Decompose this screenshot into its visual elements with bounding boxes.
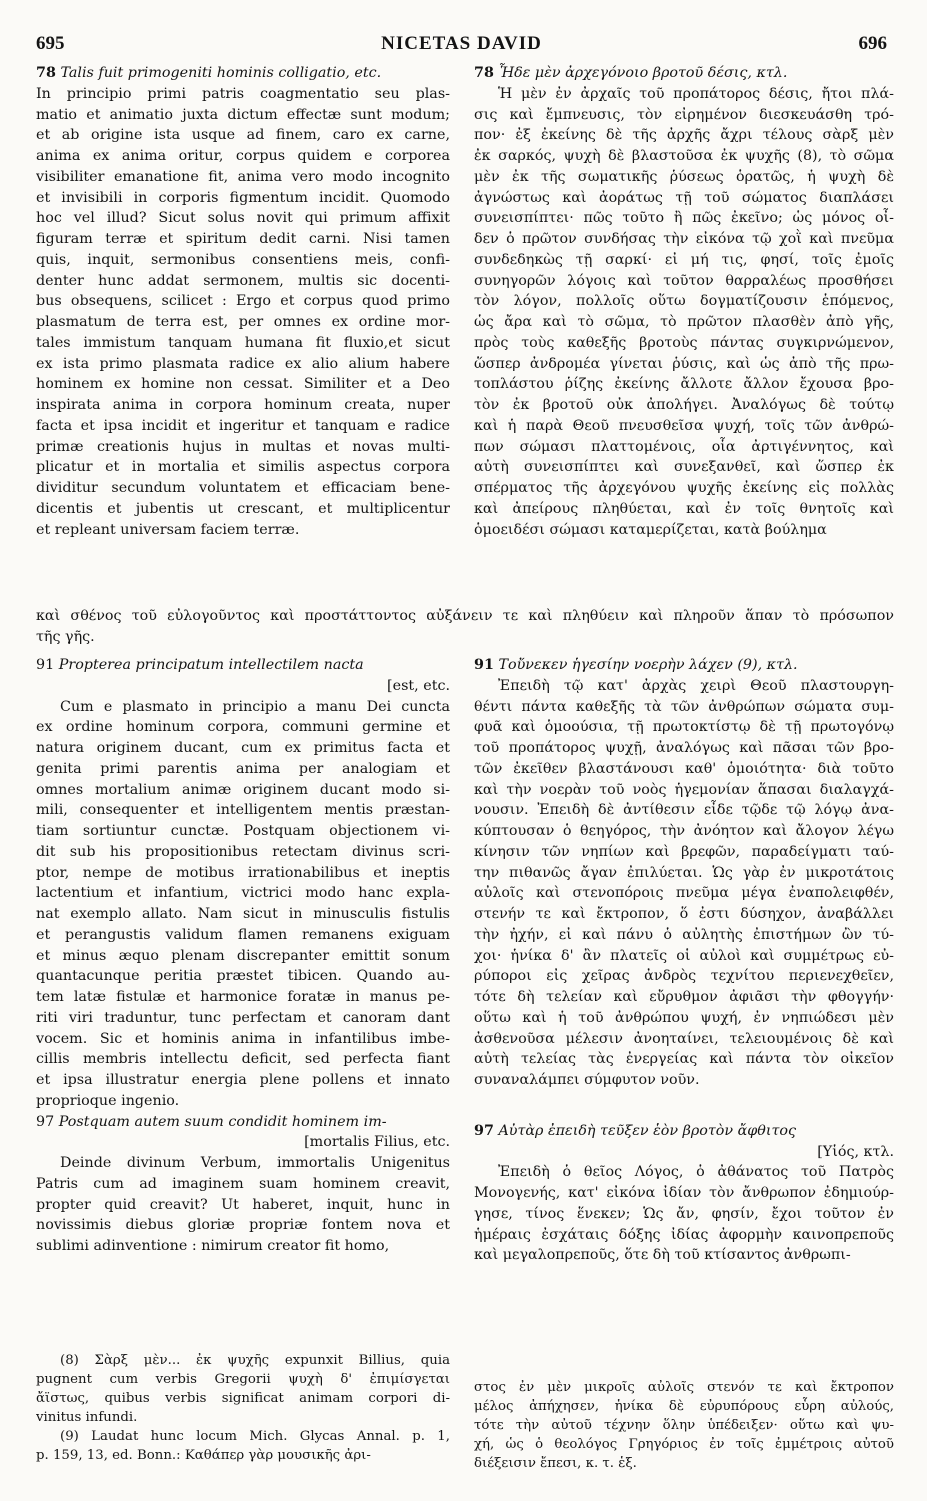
text-line: novissimis diebus gloriæ propriæ fontem nova et bbox=[36, 1217, 450, 1234]
text-line: κίνησιν τῶν νηπίων καὶ βρεφῶν, παραδείγματι ταύ- bbox=[474, 843, 894, 860]
section-heading: 78 Talis fuit primogeniti hominis colligatio, etc. bbox=[36, 65, 382, 81]
text-line: καὶ μεγαλοπρεποῦς, ὅτε δὴ τοῦ κτίσαντος ἀνθρωπι- bbox=[474, 1247, 851, 1264]
text-line: τὴν ἠχήν, εἰ καὶ πάνυ ὁ αὐλητὴς ἐπιστήμων ὢν τύ- bbox=[474, 926, 894, 943]
greek-sections-91-97 bbox=[474, 655, 894, 1266]
text-line: genita primi parentis anima per analogiam et bbox=[36, 760, 450, 777]
text-line: συνδεδηκὼς τῇ σαρκί· εἰ μή τις, φησί, τοῖς ἐμοῖς bbox=[474, 251, 894, 268]
text-line: κύπτουσαν ὁ θεηγόρος, τὴν ἀνόητον καὶ ἄλογον λέγω bbox=[474, 823, 894, 839]
text-line: τῶν ἐκεῖθεν βλαστάνουσι καθ' ὁμοιότητα· διὰ τοῦτο bbox=[474, 760, 894, 777]
text-line: διέξεισιν ἔπεσι, κ. τ. ἑξ. bbox=[474, 1456, 637, 1471]
text-line: vocem. Sic et hominis anima in infantilibus imbe- bbox=[36, 1030, 450, 1047]
text-line: ex ista primo plasmata radice ex alio alium habere bbox=[36, 355, 450, 372]
greek-91-text bbox=[474, 676, 894, 1091]
text-line: στος ἐν μὲν μικροῖς αὐλοῖς στενόν τε καὶ ἔκτροπον bbox=[474, 1380, 894, 1395]
text-line: bus obsequens, scilicet : Ergo et corpus quod primo bbox=[36, 293, 450, 310]
text-line: p. 159, 13, ed. Bonn.: Καθάπερ γὰρ μουσικῆς ἀρι- bbox=[36, 1448, 371, 1463]
text-line: plicatur et in mortalia et similis aspectus corpora bbox=[36, 459, 450, 476]
text-line: καὶ τὴν νοερὰν τοῦ νοὸς ἡγεμονίαν ἅπασαι διαλαγχά- bbox=[474, 781, 894, 798]
text-line: sublimi adinventione : nimirum creator fit homo, bbox=[36, 1238, 390, 1254]
text-line: visibiliter emanatione fit, anima vero modo incognito bbox=[36, 168, 450, 185]
text-line: τότε τὴν αὐτοῦ τέχνην ὅλην ὑπέδειξεν· οὕτω καὶ ψυ- bbox=[474, 1418, 894, 1433]
right-page-number: 696 bbox=[858, 33, 887, 54]
text-line: συνηγορῶν λόγοις καὶ τοῦτον θαρραλέως προσθήσει bbox=[474, 272, 894, 289]
section-heading: 78 Ἧδε μὲν ἀρχεγόνοιο βροτοῦ δέσις, κτλ. bbox=[474, 65, 788, 81]
text-line: tem latæ fistulæ et harmonice foratæ in manus pe- bbox=[36, 989, 450, 1005]
text-line: Ἡ μὲν ἐν ἀρχαῖς τοῦ προπάτορος δέσις, ἤτοι πλά- bbox=[498, 85, 894, 102]
text-line: Ἐπειδὴ ὁ θεῖος Λόγος, ὁ ἀθάνατος τοῦ Πατρὸς bbox=[498, 1164, 894, 1181]
text-line: quantacunque peritia præstet tibicen. Quando au- bbox=[36, 968, 450, 985]
text-line: pugnent cum verbis Gregorii ψυχὴ δ' ἐπιμίσγεται bbox=[36, 1372, 450, 1387]
text-line: Deinde divinum Verbum, immortalis Unigenitus bbox=[60, 1155, 450, 1171]
text-line: ὥσπερ ἀνδρομέα γίνεται ῥύσις, καὶ ὡς ἀπὸ τῆς πρω- bbox=[474, 355, 894, 372]
text-line: συνεισπίπτει· πῶς τοῦτο ἢ πῶς ἐκεῖνο; ὡς μόνος οἶ- bbox=[474, 210, 894, 227]
text-line: plasmatum de terra est, per omnes ex ordine mor- bbox=[36, 314, 450, 330]
text-line: hominem ex homine non cessat. Similiter et a Deo bbox=[36, 376, 450, 393]
greek-97-text bbox=[474, 1162, 894, 1266]
text-line: cillis membris intellectu deficit, sed perfecta fiant bbox=[36, 1051, 450, 1068]
text-line: ρύποροι εἰς χεῖρας ἀνδρὸς τεχνίτου περιενεχθεῖεν, bbox=[474, 968, 894, 985]
greek-78-text bbox=[474, 84, 894, 541]
text-line: αὐλοῖς καὶ στενοπόροις πνεῦμα μέγα ἐναπολειφθέν, bbox=[474, 885, 894, 902]
text-line: τοπλάστου ῥίζης ἐκείνης ἄλλοτε ἄλλον ἔχουσα βρο- bbox=[474, 376, 894, 393]
text-line: στενήν τε καὶ ἔκτροπον, ὅ ἐστι δύσηχον, ἀναβάλλει bbox=[474, 906, 894, 922]
text-line: πων σώμασι πλαττομένοις, οἷα ἀρτιγέννητος, καὶ bbox=[474, 438, 894, 455]
text-line: figuram terræ et spiritum dedit carni. Nisi tamen bbox=[36, 231, 450, 247]
text-line: νουσιν. Ἐπειδὴ δὲ ἀντίθεσιν εἶδε τῷδε τῷ λόγῳ ἀνα- bbox=[474, 802, 894, 819]
text-line: αὐτὴ συνεισπίπτει καὶ συνεξανθεῖ, καὶ ὥσπερ ἐκ bbox=[474, 459, 894, 476]
text-line: αὐτὴ τελείας τὰς ἐνεργείας καὶ πάντα τὸν οἰκεῖον bbox=[474, 1051, 894, 1068]
latin-sections-91-97 bbox=[36, 655, 450, 1257]
text-line: In principio primi patris coagmentatio seu plas- bbox=[36, 85, 450, 102]
text-line: hoc vel illud? Sicut solus novit qui primum affixit bbox=[36, 210, 450, 227]
running-header bbox=[36, 32, 887, 56]
text-line: πον· ἐξ ἐκείνης δὲ τῆς ἀρχῆς ἄχρι τέλους σὰρξ μὲν bbox=[474, 127, 894, 144]
text-line: dit sub his propositionibus retectam divinus scri- bbox=[36, 843, 450, 860]
text-line: riti viri traduntur, tunc perfectam et canoram dant bbox=[36, 1009, 450, 1026]
running-title: NICETAS DAVID bbox=[381, 33, 542, 54]
text-line: ὁμοειδέσι σώμασι καταμερίζεται, κατὰ βούλημα bbox=[474, 521, 827, 538]
latin-78-text bbox=[36, 84, 450, 541]
text-line: anima ex anima oritur, corpus quidem e corporea bbox=[36, 148, 450, 164]
text-line: ἡμέραις ἐσχάταις δόξης ἰδίας ἀφορμὴν καινοπρεποῦς bbox=[474, 1226, 894, 1243]
heading-continuation: [mortalis Filius, etc. bbox=[304, 1134, 450, 1151]
text-line: inspirata anima in corpora hominum creata, nuper bbox=[36, 397, 450, 413]
text-line: natura originem ducant, cum ex primitus facta et bbox=[36, 740, 450, 756]
greek-spanning-text bbox=[36, 606, 894, 648]
footnotes-left bbox=[36, 1351, 450, 1465]
text-line: nat exemplo allato. Nam sicut in minusculis fistulis bbox=[36, 906, 450, 922]
text-line: omnes mortalium animæ originem ducant modo si- bbox=[36, 781, 450, 798]
text-line: mili, consequenter et intelligentem mentis præstan- bbox=[36, 802, 450, 819]
text-line: tiam sortiuntur cunctæ. Postquam objectionem vi- bbox=[36, 823, 450, 839]
section-heading: 91 Τοὔνεκεν ἡγεσίην νοερὴν λάχεν (9), κτλ. bbox=[474, 657, 798, 673]
text-line: vinitus infundi. bbox=[36, 1410, 138, 1425]
latin-91-text bbox=[36, 697, 450, 1112]
text-line: ex ordine hominum corpora, communi germine et bbox=[36, 719, 450, 736]
text-line: ἄϊστως, quibus verbis significat animam corpori di- bbox=[36, 1391, 450, 1406]
text-line: et invisibili in corporis figmentum incidit. Quomodo bbox=[36, 189, 450, 206]
text-line: et ab origine ista usque ad finem, caro ex carne, bbox=[36, 127, 450, 144]
text-line: Μονογενής, κατ' εἰκόνα ἰδίαν τὸν ἄνθρωπον ἐδημιούρ- bbox=[474, 1185, 894, 1201]
section-heading: 91 Propterea principatum intellectilem nacta bbox=[36, 657, 364, 673]
text-line: et perangustis validum flamen remanens exiguam bbox=[36, 926, 450, 943]
text-line: (8) Σὰρξ μὲν... ἐκ ψυχῆς expunxit Billius, quia bbox=[60, 1353, 450, 1368]
latin-section-78 bbox=[36, 63, 450, 540]
text-line: την πιθανῶς ἄγαν ἐπιλύεται. Ὡς γὰρ ἐν μικροτάτοις bbox=[474, 864, 894, 881]
text-line: matio et animatio juxta dictum effectæ sunt modum; bbox=[36, 106, 450, 123]
text-line: primæ creationis hujus in multas et novas multi- bbox=[36, 438, 450, 455]
text-line: μὲν ἐκ τῆς σωματικῆς ῥύσεως ὁρατῶς, ἡ ψυχὴ δὲ bbox=[474, 168, 894, 185]
text-line: τῆς γῆς. bbox=[36, 629, 95, 645]
text-line: ptor, nempe de motibus irrationabilibus et ineptis bbox=[36, 864, 450, 881]
text-line: τοῦ προπάτορος ψυχῇ, ἀναλόγως καὶ πᾶσαι τῶν βρο- bbox=[474, 740, 894, 756]
text-line: et minus æquo plenam discrepanter emittit sonum bbox=[36, 947, 450, 964]
text-line: σπέρματος τῆς ἀρχεγόνου ψυχῆς ἐκείνης εἰς πολλὰς bbox=[474, 480, 894, 496]
text-line: ὡς ἄρα καὶ τὸ σῶμα, τὸ πρῶτον πλασθὲν ἀπὸ γῆς, bbox=[474, 314, 894, 330]
text-line: γησε, τίνος ἕνεκεν; Ὡς ἄν, φησίν, ἔχοι τοῦτον ἐν bbox=[474, 1205, 894, 1222]
text-line: φυᾶ καὶ ὁμοούσια, τῇ πρωτοκτίστῳ δὲ τῇ πρωτογόνῳ bbox=[474, 719, 894, 736]
section-heading: 97 Αὐτὰρ ἐπειδὴ τεῦξεν ἑὸν βροτὸν ἄφθιτος bbox=[474, 1122, 797, 1139]
text-line: μέλος ἀπήχησεν, ἡνίκα δὲ εὐρυπόρους εὗρη αὐλούς, bbox=[474, 1399, 894, 1414]
text-line: τὸν ἐκ βροτοῦ οὐκ ἀπολήγει. Ἀναλόγως δὲ τούτῳ bbox=[474, 397, 894, 413]
text-line: θέντι πάντα καθεξῆς τὰ τῶν ἀνθρώπων σώματα συμ- bbox=[474, 698, 894, 715]
text-line: συναναλάμπει σύμφυτον νοῦν. bbox=[474, 1072, 700, 1088]
text-line: Cum e plasmato in principio a manu Dei cuncta bbox=[60, 698, 450, 715]
text-line: et ipsa illustratur energia plene pollens et innato bbox=[36, 1072, 450, 1088]
text-line: tales immistum tanquam humana fit fluxio,et sicut bbox=[36, 334, 450, 351]
text-line: σις καὶ ἔμπνευσις, τὸν εἰρημένον διεσκευάσθη τρό- bbox=[474, 106, 894, 123]
text-line: denter hunc addat sermonem, multis sic docenti- bbox=[36, 272, 450, 289]
text-line: πρὸς τοὺς καθεξῆς βροτοὺς πάντας συγκιρνώμενον, bbox=[474, 334, 894, 351]
text-line: καὶ ἡ παρὰ Θεοῦ πνευσθεῖσα ψυχή, τοῖς τῶν ἀνθρώ- bbox=[474, 417, 894, 434]
text-line: ἀσθενοῦσα μέλεσιν ἀνοηταίνει, τελειουμένοις δὲ καὶ bbox=[474, 1030, 894, 1047]
text-line: τὸν λόγον, πολλοῖς οὕτω δογματίζουσιν ἑπόμενος, bbox=[474, 293, 894, 310]
text-line: καὶ σθένος τοῦ εὐλογοῦντος καὶ προστάττοντος αὐξάνειν τε καὶ πληθύειν καὶ πληροῦν ἅπαν τὸ πρόσωπον bbox=[36, 608, 894, 624]
latin-97-text bbox=[36, 1153, 450, 1257]
text-line: proprioque ingenio. bbox=[36, 1092, 180, 1109]
section-heading: 97 Postquam autem suum condidit hominem im- bbox=[36, 1113, 387, 1130]
text-line: (9) Laudat hunc locum Mich. Glycas Annal. p. 1, bbox=[60, 1429, 450, 1444]
text-line: καὶ ἀπείρους πληθύεται, καὶ ἐν τοῖς θνητοῖς καὶ bbox=[474, 500, 894, 517]
greek-section-78 bbox=[474, 63, 894, 540]
text-line: quis, inquit, sermonibus consentiens meis, confi- bbox=[36, 251, 450, 268]
text-line: propter quid creavit? Ut haberet, inquit, hunc in bbox=[36, 1196, 450, 1213]
left-page-number: 695 bbox=[36, 33, 65, 54]
text-line: dividitur secundum voluntatem et efficaciam bene- bbox=[36, 480, 450, 496]
text-line: Patris cum ad imaginem suam hominem creavit, bbox=[36, 1175, 450, 1192]
text-line: χοι· ἡνίκα δ' ἂν πλατεῖς οἱ αὐλοὶ καὶ συμμέτρως εὐ- bbox=[474, 947, 894, 964]
heading-continuation: [Υἱός, κτλ. bbox=[817, 1143, 894, 1160]
footnotes-right bbox=[474, 1378, 894, 1473]
heading-continuation: [est, etc. bbox=[387, 677, 450, 694]
text-line: facta et ipsa incidit et ingeritur et tanquam e radice bbox=[36, 417, 450, 434]
text-line: τότε δὴ τελείαν καὶ εὔρυθμον ἀφιᾶσι τὴν φθογγήν· bbox=[474, 989, 894, 1005]
text-line: ἐκ σαρκός, ψυχὴ δὲ βλαστοῦσα ἐκ ψυχῆς (8), τὸ σῶμα bbox=[474, 148, 894, 164]
text-line: lactentium et infantium, victrici modo hanc expla- bbox=[36, 885, 450, 902]
text-line: dicentis et jubentis ut crescant, et multiplicentur bbox=[36, 500, 450, 517]
text-line: χή, ὡς ὁ θεολόγος Γρηγόριος ἐν τοῖς ἐμμέτροις αὐτοῦ bbox=[474, 1437, 894, 1452]
text-line: Ἐπειδὴ τῷ κατ' ἀρχὰς χειρὶ Θεοῦ πλαστουργη- bbox=[498, 677, 894, 694]
text-line: δεν ὁ πρῶτον συνδήσας τὴν εἰκόνα τῷ χοῒ καὶ πνεῦμα bbox=[474, 231, 894, 247]
text-line: et repleant universam faciem terræ. bbox=[36, 521, 300, 538]
text-line: ἀγνώστως καὶ ἀοράτως τῇ τοῦ σώματος διαπλάσει bbox=[474, 189, 894, 206]
text-line: οὕτω καὶ ἡ τοῦ ἀνθρώπου ψυχή, ἐν νηπιώδεσι μὲν bbox=[474, 1009, 894, 1026]
